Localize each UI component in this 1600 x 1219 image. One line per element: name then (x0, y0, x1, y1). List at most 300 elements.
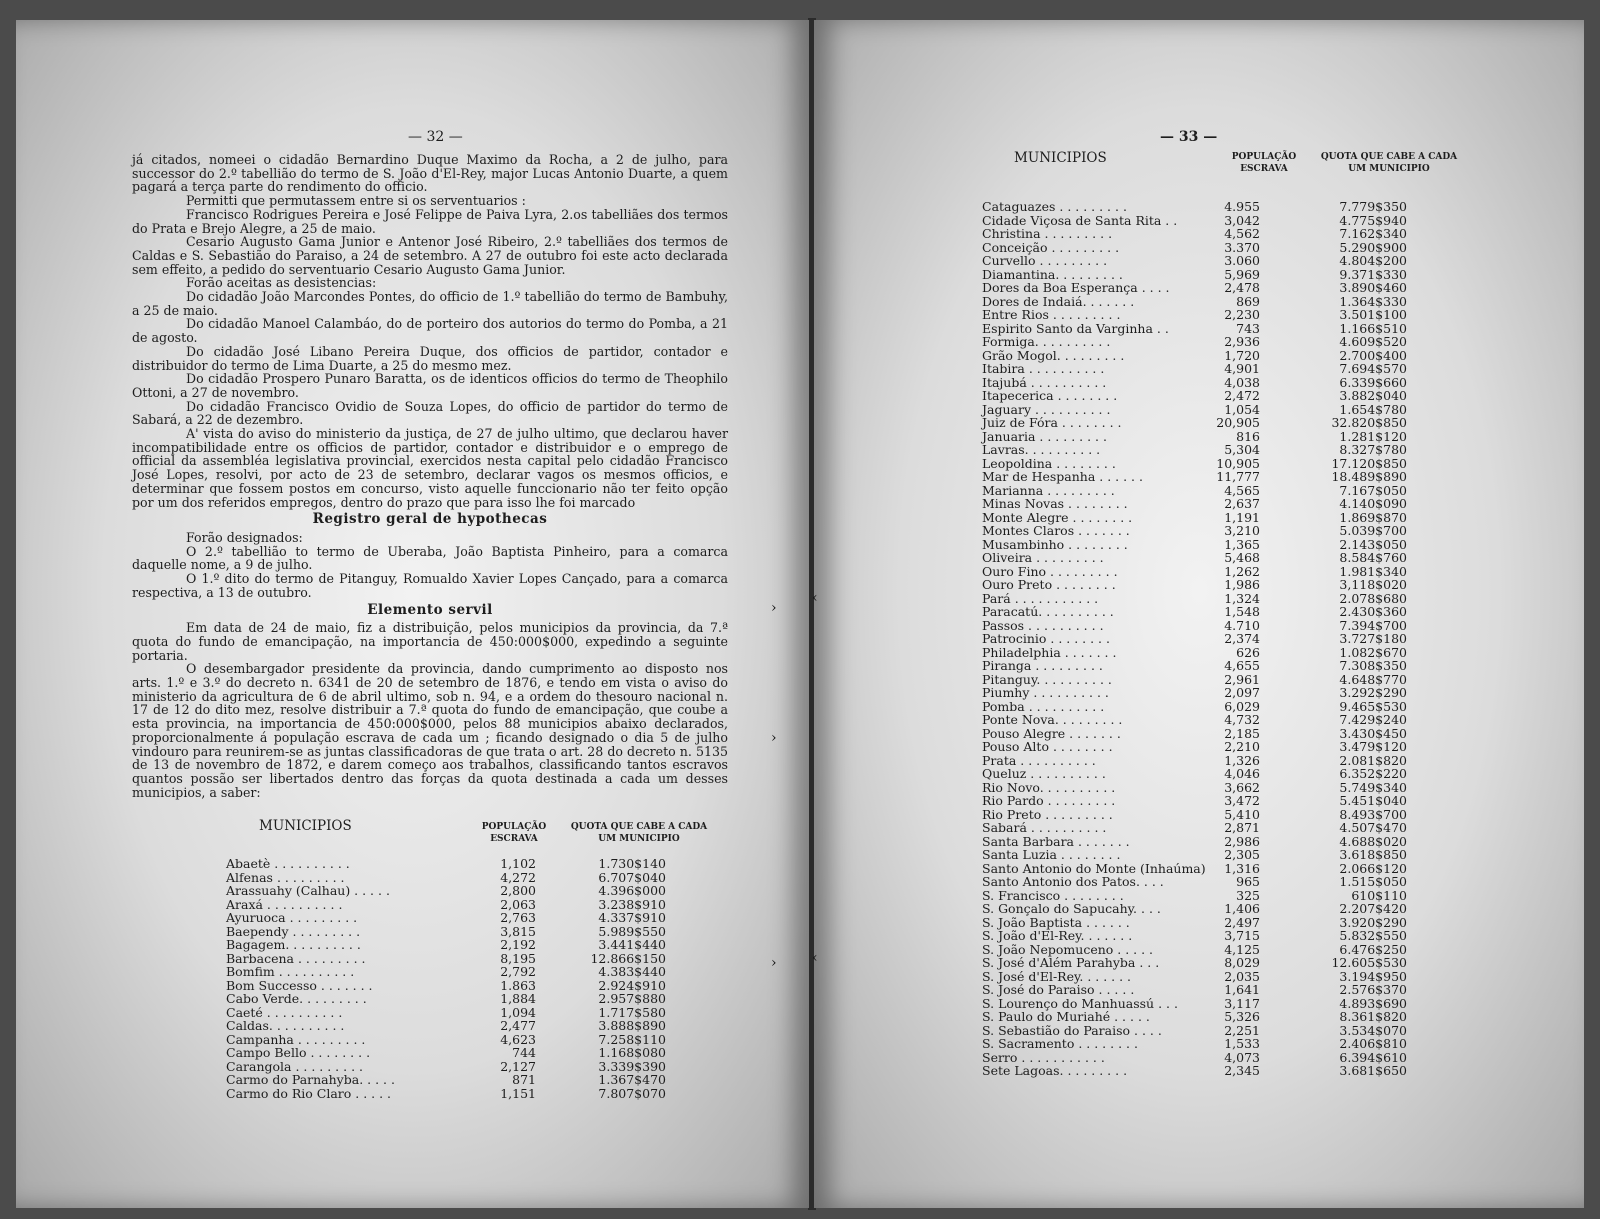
paragraph: Forão designados: (186, 529, 303, 545)
populacao-value: 816 (1236, 428, 1260, 444)
municipio-name: Pouso Alegre . . . . . . . (982, 725, 1121, 741)
municipio-name: Santa Barbara . . . . . . . (982, 833, 1130, 849)
populacao-value: 3,472 (1224, 793, 1260, 808)
populacao-value: 2,305 (1224, 847, 1260, 862)
populacao-value: 2,210 (1224, 739, 1260, 754)
quota-value: 4.688$020 (1339, 833, 1407, 849)
municipio-name: S. José d'El-Rey. . . . . . . (982, 968, 1132, 984)
populacao-value: 11,777 (1216, 469, 1260, 484)
municipio-name: Philadelphia . . . . . . . (982, 644, 1117, 660)
paragraph: Do cidadão Francisco Ovidio de Souza Lopes, do officio de partidor do termo de Sabará, a 22 de dezembro. (132, 398, 728, 428)
table-row (982, 281, 1422, 295)
municipio-name: Musambinho . . . . . . . . (982, 536, 1128, 552)
paragraph: já citados, nomeei o cidadão Bernardino Duque Maximo da Rocha, a 2 de julho, para successor do 2.º tabellião do termo de S. João d'El-Rey, major Lucas Antonio Duarte, a quem pagará a terça parte do rendimento do officio. (132, 152, 728, 195)
quota-value: 2.081$820 (1339, 752, 1407, 768)
table-row (982, 1024, 1422, 1038)
municipio-name: Patrocinio . . . . . . . . (982, 631, 1110, 646)
paragraph: A' vista do aviso do ministerio da justiça, de 27 de julho ultimo, que declarou haver incompatibilidade entre os officios de partidor, contador e distribuidor e o emprego de official da assembléa legislativa provincial, exercidos nesta capital pelo cidadão Francisco José Lopes, resolvi, por acto de 23 de setembro, declarar vagos os mesmos officios, e determinar que fossem postos em concurso, visto aquelle funccionario não ter feito opção por um dos referidos empregos, dentro do prazo que para isso lhe foi marcado (132, 426, 728, 510)
quota-value: 7.167$050 (1339, 482, 1407, 498)
quota-value: 1.981$340 (1339, 563, 1407, 579)
table-row (982, 376, 1422, 390)
quota-value: 8.493$700 (1339, 806, 1407, 822)
populacao-value: 2,472 (1224, 388, 1260, 403)
quota-value: 2.207$420 (1339, 901, 1407, 916)
quota-value: 1.364$330 (1339, 293, 1407, 309)
table-row (982, 322, 1422, 336)
populacao-value: 1,365 (1224, 536, 1260, 552)
quota-value: 1.281$120 (1339, 428, 1407, 444)
populacao-value: 2,035 (1224, 968, 1260, 984)
municipio-name: Itapecerica . . . . . . . . (982, 388, 1118, 403)
quota-value: 4.140$090 (1339, 496, 1407, 511)
table-row (982, 646, 1422, 660)
municipio-name: Juiz de Fóra . . . . . . . . (982, 415, 1122, 430)
table-row (982, 983, 1422, 997)
municipio-name: Santo Antonio dos Patos. . . . (982, 874, 1164, 889)
municipio-name: Ayuruoca . . . . . . . . . (226, 910, 358, 925)
populacao-value: 2,961 (1224, 671, 1260, 687)
municipio-name: Campo Bello . . . . . . . . (226, 1045, 371, 1060)
municipio-name: Paracatú. . . . . . . . . . (982, 604, 1114, 619)
table-row (982, 781, 1422, 795)
populacao-value: 6,029 (1224, 698, 1260, 714)
municipio-name: S. Lourenço do Manhuassú . . . (982, 995, 1178, 1011)
populacao-value: 5,468 (1224, 550, 1260, 565)
populacao-value: 2,497 (1224, 914, 1260, 930)
quota-value: 7.694$570 (1339, 361, 1407, 376)
quota-value: 2.406$810 (1339, 1036, 1407, 1051)
quota-value: 4.507$470 (1339, 820, 1407, 835)
municipio-name: S. João d'El-Rey. . . . . . . (982, 928, 1133, 943)
populacao-value: 1,316 (1224, 860, 1260, 876)
populacao-value: 8,029 (1224, 955, 1260, 970)
populacao-value: 2,763 (500, 910, 536, 925)
header-line: POPULAÇÃO (1231, 152, 1297, 162)
municipio-name: Abaetè . . . . . . . . . . (226, 856, 350, 871)
quota-value: 9.465$530 (1339, 698, 1407, 714)
table-row (982, 848, 1422, 862)
header-line: QUOTA QUE CABE A CADA (1320, 152, 1458, 162)
table-row (982, 713, 1422, 727)
municipios-table (982, 200, 1422, 1078)
municipio-name: Serro . . . . . . . . . . . (982, 1049, 1105, 1065)
table-row (982, 578, 1422, 592)
table-row (982, 497, 1422, 511)
right-page (814, 20, 1584, 1208)
section-heading-registro: Registro geral de hypothecas (312, 511, 548, 528)
populacao-value: 1,191 (1224, 509, 1260, 525)
municipios-table (226, 857, 676, 1100)
populacao-value: 3.370 (1224, 239, 1260, 255)
populacao-value: 1,720 (1224, 347, 1260, 363)
quota-value: 2.576$370 (1339, 982, 1407, 997)
table-row (982, 659, 1422, 673)
municipio-name: Itabira . . . . . . . . . . (982, 361, 1105, 376)
quota-value: 4.396$000 (598, 883, 666, 898)
populacao-value: 4,655 (1224, 658, 1260, 673)
populacao-value: 5,304 (1224, 442, 1260, 457)
populacao-value: 1,262 (1224, 563, 1260, 579)
municipio-name: S. João Baptista . . . . . . (982, 914, 1130, 930)
quota-value: 1.082$670 (1339, 644, 1407, 660)
municipio-name: Prata . . . . . . . . . . (982, 752, 1096, 768)
table-row (226, 925, 676, 939)
quota-value: 7.779$350 (1339, 199, 1407, 214)
quota-value: 32.820$850 (1331, 415, 1407, 430)
municipio-name: Piumhy . . . . . . . . . . (982, 685, 1109, 700)
paragraph: Do cidadão Prospero Punaro Baratta, os de identicos officios do termo de Theophilo Ottoni, a 27 de novembro. (132, 371, 728, 400)
quota-value: 6.707$040 (598, 869, 666, 885)
municipio-name: S. Sebastião do Paraiso . . . . (982, 1022, 1162, 1038)
quota-value: 7.308$350 (1339, 658, 1407, 673)
paragraph: Do cidadão Manoel Calambáo, do de porteiro dos autorios do termo do Pomba, a 21 de agosto. (132, 316, 728, 346)
populacao-value: 1,151 (500, 1085, 536, 1101)
paragraph: Francisco Rodrigues Pereira e José Felippe de Paiva Lyra, 2.os tabelliães dos termos do Prata e Brejo Alegre, a 25 de maio. (132, 206, 728, 236)
populacao-value: 871 (512, 1072, 536, 1087)
page-number: — 33 — (1160, 129, 1218, 145)
quota-value: 6.476$250 (1339, 941, 1407, 957)
table-row (226, 952, 676, 966)
populacao-value: 1,884 (500, 991, 536, 1006)
quota-value: 2.078$680 (1339, 590, 1407, 606)
populacao-value: 1,324 (1224, 590, 1260, 606)
quota-value: 5.039$700 (1339, 523, 1407, 538)
quota-value: 3.618$850 (1339, 847, 1407, 862)
populacao-value: 626 (1236, 644, 1260, 660)
table-row (982, 1051, 1422, 1065)
table-row (982, 632, 1422, 646)
paragraph: Do cidadão José Libano Pereira Duque, dos officios de partidor, contador e distribuidor do termo de Lima Duarte, a 25 do mesmo mez. (132, 343, 728, 373)
table-row (226, 1060, 676, 1074)
table-row (226, 938, 676, 952)
quota-value: 17.120$850 (1331, 455, 1407, 471)
table-row (982, 389, 1422, 403)
paragraph: O desembargador presidente da provincia, dando cumprimento ao disposto nos arts. 1.º e 3.º do decreto n. 6341 de 20 de setembro de 1876, e tendo em vista o aviso do ministerio da agricultura de 6 de abril ultimo, sob n. 94, e a ordem do thesouro nacional n. 17 de 12 do dito mez, resolve distribuir a 7.ª quota do fundo de emancipação, que coube a esta provincia, na importancia de 450:000$000, pelos 88 municipios abaixo declarados, proporcionalmente á população escrava de cada um ; ficando designado o dia 5 de julho vindouro para reunirem-se as juntas classificadoras de que trata o art. 28 do decreto n. 5135 de 13 de novembro de 1872, e darem começo aos trabalhos, classificando tantos escravos quantos possão ser libertados dentro das forças da quota destinada a cada um desses municipios, a saber: (132, 661, 728, 800)
populacao-value: 3,815 (500, 923, 536, 939)
populacao-value: 1,641 (1224, 982, 1260, 997)
table-row (982, 308, 1422, 322)
table-row (982, 943, 1422, 957)
populacao-value: 3.060 (1224, 253, 1260, 268)
municipio-name: Itajubá . . . . . . . . . . (982, 374, 1107, 390)
municipio-name: S. Francisco . . . . . . . . (982, 887, 1124, 903)
quota-value: 7.807$070 (598, 1085, 666, 1101)
municipio-name: S. Gonçalo do Sapucahy. . . . (982, 901, 1161, 916)
populacao-value: 2,800 (500, 883, 536, 898)
populacao-value: 869 (1236, 293, 1260, 309)
quota-value: 7.394$700 (1339, 617, 1407, 633)
table-row (982, 443, 1422, 457)
municipio-name: Diamantina. . . . . . . . . (982, 266, 1123, 282)
table-row (982, 970, 1422, 984)
quota-value: 2.700$400 (1339, 347, 1407, 363)
populacao-value: 743 (1236, 320, 1260, 336)
paragraph: O 2.º tabellião to termo de Uberaba, João Baptista Pinheiro, para a comarca daquelle nome, a 9 de julho. (132, 543, 728, 573)
paragraph: Cesario Augusto Gama Junior e Antenor José Ribeiro, 2.º tabelliães dos termos de Caldas e S. Sebastião do Paraiso, a 24 de setembro. A 27 de outubro foi este acto declarada sem effeito, a pedido do serventuario Cesario Augusto Gama Junior. (132, 234, 728, 277)
table-row (982, 335, 1422, 349)
quota-value: 1.654$780 (1339, 401, 1407, 417)
table-row (982, 254, 1422, 268)
populacao-value: 2,097 (1224, 685, 1260, 700)
header-line: UM MUNICIPIO (598, 834, 680, 844)
quota-value: 4.337$910 (598, 910, 666, 925)
quota-value: 2.143$050 (1339, 536, 1407, 552)
table-row (982, 821, 1422, 835)
municipio-name: Rio Pardo . . . . . . . . . (982, 793, 1116, 808)
table-row (982, 1064, 1422, 1078)
header-line: UM MUNICIPIO (1348, 164, 1430, 174)
table-row (982, 862, 1422, 876)
table-row (982, 227, 1422, 241)
quota-value: 3.534$070 (1339, 1022, 1407, 1038)
municipio-name: Alfenas . . . . . . . . . (226, 869, 345, 885)
margin-mark: › (771, 600, 777, 616)
populacao-value: 1,548 (1224, 604, 1260, 619)
municipio-name: Barbacena . . . . . . . . . (226, 950, 366, 966)
quota-value: 1.869$870 (1339, 509, 1407, 525)
paragraph: O 1.º dito do termo de Pitanguy, Romualdo Xavier Lopes Cançado, para a comarca respectiva, a 13 de outubro. (132, 571, 728, 600)
populacao-value: 2,871 (1224, 820, 1260, 835)
populacao-value: 1,102 (500, 856, 536, 871)
municipio-name: S. José do Paraiso . . . . . (982, 982, 1135, 997)
table-row (226, 898, 676, 912)
margin-mark: ‹ (812, 950, 818, 966)
quota-value: 3.238$910 (598, 896, 666, 912)
table-row (982, 1010, 1422, 1024)
municipio-name: Lavras. . . . . . . . . . (982, 442, 1101, 457)
quota-value: 12.605$530 (1331, 955, 1407, 970)
margin-mark: ‹ (812, 590, 818, 606)
populacao-value: 2,127 (500, 1058, 536, 1074)
municipio-name: Ponte Nova. . . . . . . . . (982, 712, 1123, 727)
populacao-value: 4,901 (1224, 361, 1260, 376)
municipio-name: Ouro Preto . . . . . . . . (982, 577, 1116, 592)
quota-value: 3.888$890 (598, 1018, 666, 1033)
column-header-quota (1314, 151, 1464, 175)
municipio-name: Baependy . . . . . . . . . (226, 923, 361, 939)
municipio-name: Santa Luzia . . . . . . . . (982, 847, 1121, 862)
quota-value: 3.339$390 (598, 1058, 666, 1074)
table-row (982, 767, 1422, 781)
populacao-value: 3,715 (1224, 928, 1260, 943)
header-line: ESCRAVA (1240, 164, 1288, 174)
municipio-name: Leopoldina . . . . . . . . (982, 455, 1116, 471)
municipio-name: Jaguary . . . . . . . . . . (982, 401, 1111, 417)
municipio-name: Pitanguy. . . . . . . . . . (982, 671, 1112, 687)
header-line: QUOTA QUE CABE A CADA (570, 822, 708, 832)
quota-value: 3.292$290 (1339, 685, 1407, 700)
table-row (982, 349, 1422, 363)
municipio-name: Caeté . . . . . . . . . . (226, 1004, 343, 1020)
populacao-value: 4,046 (1224, 766, 1260, 781)
left-page (16, 20, 809, 1208)
municipio-name: Conceição . . . . . . . . . (982, 239, 1120, 255)
quota-value: 1.717$580 (598, 1004, 666, 1020)
populacao-value: 8,195 (500, 950, 536, 966)
quota-value: 6.352$220 (1339, 766, 1407, 781)
populacao-value: 4,565 (1224, 482, 1260, 498)
populacao-value: 2,478 (1224, 280, 1260, 295)
municipio-name: Rio Novo. . . . . . . . . . (982, 779, 1116, 795)
populacao-value: 1,326 (1224, 752, 1260, 768)
municipio-name: Christina . . . . . . . . . (982, 226, 1113, 241)
quota-value: 1.166$510 (1339, 320, 1407, 336)
municipio-name: Piranga . . . . . . . . . (982, 658, 1103, 673)
populacao-value: 5,969 (1224, 266, 1260, 282)
quota-value: 1.730$140 (598, 856, 666, 871)
populacao-value: 5,326 (1224, 1009, 1260, 1024)
municipio-name: Bagagem. . . . . . . . . . (226, 937, 361, 952)
column-header-quota (564, 821, 714, 845)
populacao-value: 2,345 (1224, 1063, 1260, 1078)
table-row (982, 430, 1422, 444)
table-row (982, 997, 1422, 1011)
table-row (982, 416, 1422, 430)
table-row (226, 884, 676, 898)
table-row (982, 956, 1422, 970)
quota-value: 6.339$660 (1339, 374, 1407, 390)
quota-value: 6.394$610 (1339, 1049, 1407, 1065)
populacao-value: 1,094 (500, 1004, 536, 1020)
quota-value: 2.957$880 (598, 991, 666, 1006)
table-row (226, 979, 676, 993)
populacao-value: 4,562 (1224, 226, 1260, 241)
quota-value: 12.866$150 (590, 950, 666, 966)
quota-value: 5.832$550 (1339, 928, 1407, 943)
table-row (982, 200, 1422, 214)
quota-value: 3.882$040 (1339, 388, 1407, 403)
table-row (982, 700, 1422, 714)
header-line: ESCRAVA (490, 834, 538, 844)
populacao-value: 4,732 (1224, 712, 1260, 727)
quota-value: 3,118$020 (1339, 577, 1407, 592)
table-row (982, 673, 1422, 687)
populacao-value: 2,477 (500, 1018, 536, 1033)
populacao-value: 4,125 (1224, 941, 1260, 957)
quota-value: 5.290$900 (1339, 239, 1407, 255)
quota-value: 4.893$690 (1339, 995, 1407, 1011)
municipio-name: Bom Successo . . . . . . . (226, 977, 373, 993)
municipio-name: Grão Mogol. . . . . . . . . (982, 347, 1125, 363)
quota-value: 4.609$520 (1339, 334, 1407, 349)
populacao-value: 3,662 (1224, 779, 1260, 795)
populacao-value: 4,073 (1224, 1049, 1260, 1065)
quota-value: 3.479$120 (1339, 739, 1407, 754)
populacao-value: 1,054 (1224, 401, 1260, 417)
municipio-name: Montes Claros . . . . . . . (982, 523, 1130, 538)
table-row (982, 551, 1422, 565)
table-row (226, 1073, 676, 1087)
populacao-value: 10,905 (1216, 455, 1260, 471)
populacao-value: 4,623 (500, 1031, 536, 1047)
municipio-name: Rio Preto . . . . . . . . . (982, 806, 1113, 822)
table-row (982, 929, 1422, 943)
municipio-name: S. José d'Além Parahyba . . . (982, 955, 1160, 970)
populacao-value: 1.863 (500, 977, 536, 993)
municipio-name: Espirito Santo da Varginha . . (982, 320, 1169, 336)
quota-value: 3.430$450 (1339, 725, 1407, 741)
table-row (982, 524, 1422, 538)
populacao-value: 2,230 (1224, 307, 1260, 322)
quota-value: 4.383$440 (598, 964, 666, 979)
quota-value: 5.451$040 (1339, 793, 1407, 808)
municipio-name: Monte Alegre . . . . . . . . (982, 509, 1133, 525)
populacao-value: 2,936 (1224, 334, 1260, 349)
table-row (226, 965, 676, 979)
table-row (226, 1006, 676, 1020)
populacao-value: 2,637 (1224, 496, 1260, 511)
table-row (982, 362, 1422, 376)
column-header-populacao (1224, 151, 1304, 175)
table-row (982, 686, 1422, 700)
populacao-value: 2,986 (1224, 833, 1260, 849)
municipio-name: S. João Nepomuceno . . . . . (982, 941, 1154, 957)
populacao-value: 4,272 (500, 869, 536, 885)
municipio-name: Pomba . . . . . . . . . . (982, 698, 1105, 714)
margin-mark: › (771, 955, 777, 971)
quota-value: 5.749$340 (1339, 779, 1407, 795)
populacao-value: 2,374 (1224, 631, 1260, 646)
quota-value: 4.648$770 (1339, 671, 1407, 687)
table-row (982, 889, 1422, 903)
municipio-name: Minas Novas . . . . . . . . (982, 496, 1128, 511)
quota-value: 3.890$460 (1339, 280, 1407, 295)
quota-value: 610$110 (1351, 887, 1407, 903)
populacao-value: 5,410 (1224, 806, 1260, 822)
quota-value: 1.168$080 (598, 1045, 666, 1060)
populacao-value: 965 (1236, 874, 1260, 889)
populacao-value: 20,905 (1216, 415, 1260, 430)
column-header-populacao (474, 821, 554, 845)
quota-value: 1.515$050 (1339, 874, 1407, 889)
quota-value: 7.162$340 (1339, 226, 1407, 241)
municipio-name: Dores da Boa Esperança . . . . (982, 280, 1170, 295)
quota-value: 8.584$760 (1339, 550, 1407, 565)
quota-value: 4.775$940 (1339, 212, 1407, 228)
margin-mark: › (771, 730, 777, 746)
populacao-value: 1,406 (1224, 901, 1260, 916)
quota-value: 8.327$780 (1339, 442, 1407, 457)
table-row (982, 457, 1422, 471)
table-row (982, 592, 1422, 606)
table-row (982, 740, 1422, 754)
table-row (226, 1019, 676, 1033)
table-row (982, 511, 1422, 525)
municipio-name: Araxá . . . . . . . . . . (226, 896, 343, 912)
quota-value: 9.371$330 (1339, 266, 1407, 282)
populacao-value: 3,042 (1224, 212, 1260, 228)
table-row (982, 538, 1422, 552)
municipio-name: Carmo do Rio Claro . . . . . (226, 1085, 392, 1101)
paragraph: Forão aceitas as desistencias: (186, 275, 377, 291)
populacao-value: 3,210 (1224, 523, 1260, 538)
municipio-name: Queluz . . . . . . . . . . (982, 766, 1106, 781)
table-row (226, 1033, 676, 1047)
municipio-name: Pará . . . . . . . . . . . (982, 590, 1099, 606)
municipio-name: Dores de Indaiá. . . . . . . (982, 293, 1135, 309)
municipio-name: Cataguazes . . . . . . . . . (982, 199, 1127, 214)
municipio-name: Passos . . . . . . . . . . (982, 617, 1104, 633)
table-row (226, 857, 676, 871)
quota-value: 3.194$950 (1339, 968, 1407, 984)
quota-value: 7.258$110 (598, 1031, 666, 1047)
municipio-name: Januaria . . . . . . . . . (982, 428, 1107, 444)
municipio-name: Curvello . . . . . . . . . (982, 253, 1108, 268)
municipio-name: Bomfim . . . . . . . . . . (226, 964, 355, 979)
populacao-value: 1,986 (1224, 577, 1260, 592)
municipio-name: Carangola . . . . . . . . . (226, 1058, 363, 1074)
table-row (982, 754, 1422, 768)
